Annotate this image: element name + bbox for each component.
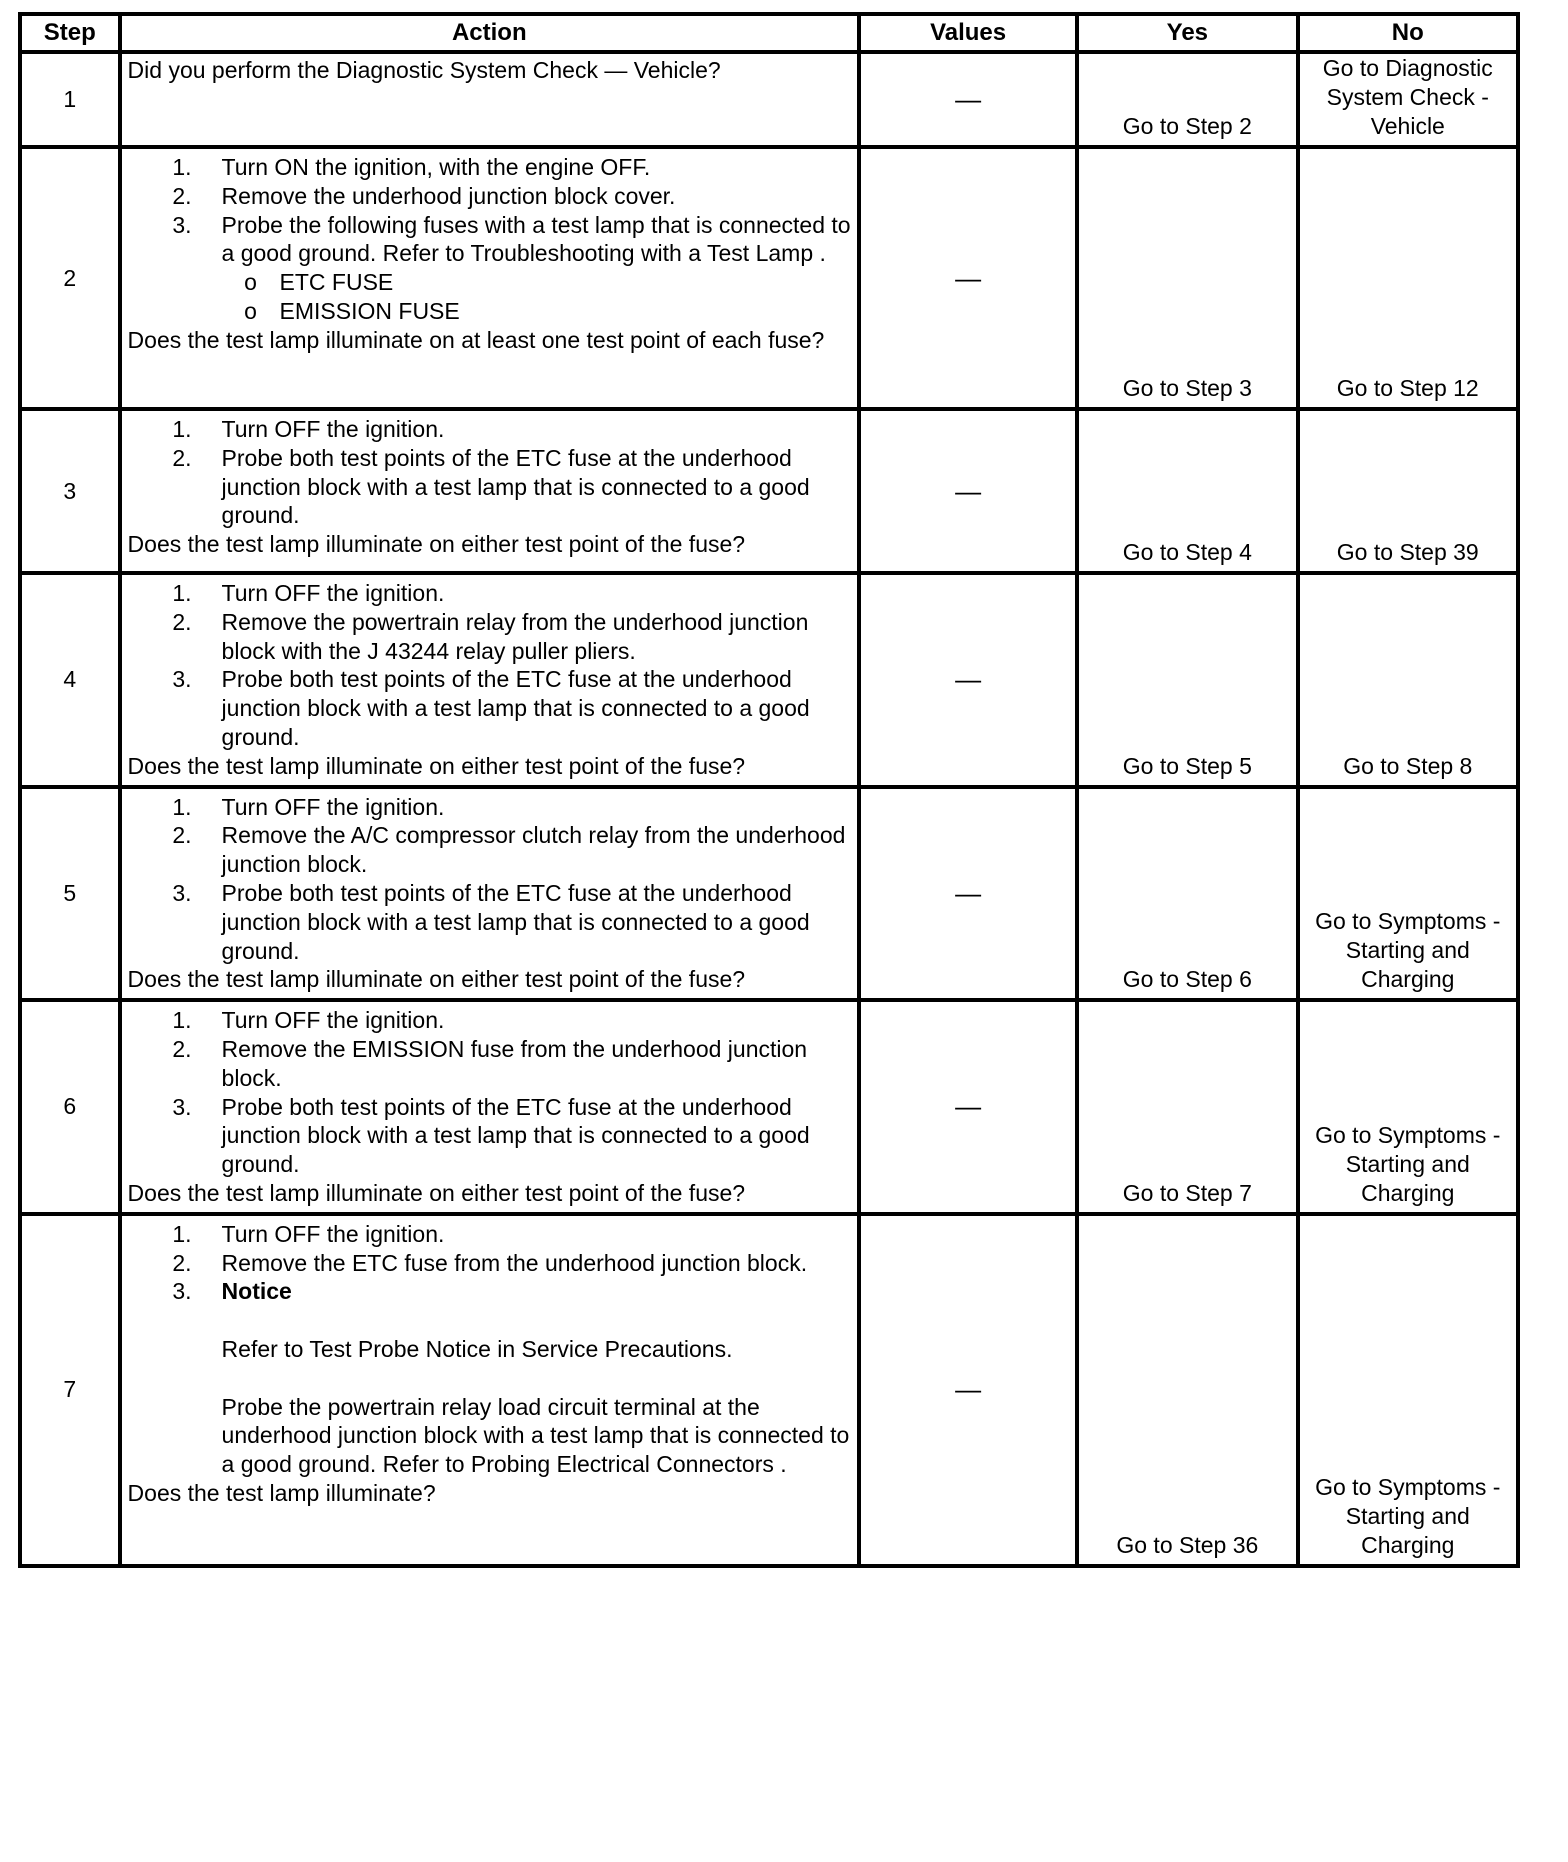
yes-cell: Go to Step 3 [1077, 147, 1297, 409]
fuse-list [222, 268, 852, 326]
action-question: Does the test lamp illuminate on either test point of the fuse? [127, 752, 746, 779]
header-action: Action [120, 14, 860, 52]
action-step: 3. Probe both test points of the ETC fuse at the underhood junction block with a test lamp that is connected to a good ground. [172, 879, 810, 964]
table-row [20, 1000, 1518, 1214]
table-row [20, 573, 1518, 787]
notice-action: Probe the powertrain relay load circuit terminal at the underhood junction block with a test lamp that is connected to a good ground. Refer to Probing Electrical Connectors . [221, 1393, 850, 1478]
values-cell: — [859, 409, 1077, 573]
yes-cell: Go to Step 36 [1077, 1214, 1297, 1566]
action-step: 3. Notice Refer to Test Probe Notice in Service Precautions. Probe the powertrain relay load circuit terminal at the underhood junction block with a test lamp that is connected to a good ground. Refer to Probing Electrical Connectors . [172, 1278, 850, 1478]
action-step: 2. Remove the underhood junction block cover. [172, 182, 676, 209]
action-step: 2. Remove the A/C compressor clutch relay from the underhood junction block. [172, 822, 846, 878]
step-number: 6 [20, 1000, 120, 1214]
action-steps [128, 1220, 852, 1479]
values-cell: — [859, 1000, 1077, 1214]
action-step: 2. Remove the EMISSION fuse from the underhood junction block. [172, 1035, 808, 1091]
table-row [20, 147, 1518, 409]
no-cell: Go to Symptoms - Starting and Charging [1298, 1214, 1518, 1566]
header-step: Step [20, 14, 120, 52]
header-no: No [1298, 14, 1518, 52]
action-step: 1. Turn OFF the ignition. [172, 416, 445, 442]
action-question: Does the test lamp illuminate on either test point of the fuse? [127, 531, 746, 558]
action-steps [128, 579, 852, 752]
yes-cell: Go to Step 2 [1077, 52, 1297, 147]
action-steps [128, 415, 852, 530]
no-cell: Go to Step 12 [1298, 147, 1518, 409]
values-cell: — [859, 573, 1077, 787]
action-step: 1. Turn OFF the ignition. [172, 1007, 445, 1034]
yes-cell: Go to Step 6 [1077, 787, 1297, 1001]
action-step: 2. Probe both test points of the ETC fuse at the underhood junction block with a test lamp that is connected to a good ground. [172, 444, 810, 529]
no-cell: Go to Diagnostic System Check - Vehicle [1298, 52, 1518, 147]
notice-label: Notice [221, 1278, 292, 1305]
action-cell [120, 573, 860, 787]
action-step: 1. Turn ON the ignition, with the engine OFF. [172, 154, 651, 180]
header-row [20, 14, 1518, 52]
table-row [20, 1214, 1518, 1566]
action-steps [128, 793, 852, 966]
action-steps [128, 1006, 852, 1179]
values-cell: — [859, 787, 1077, 1001]
action-step: 2. Remove the ETC fuse from the underhood junction block. [172, 1249, 808, 1276]
bullet-icon: o [244, 269, 257, 296]
fuse-item: o EMISSION FUSE [222, 297, 852, 326]
no-cell: Go to Step 39 [1298, 409, 1518, 573]
action-cell [120, 1214, 860, 1566]
bullet-icon: o [244, 297, 257, 324]
yes-cell: Go to Step 7 [1077, 1000, 1297, 1214]
yes-cell: Go to Step 4 [1077, 409, 1297, 573]
yes-cell: Go to Step 5 [1077, 573, 1297, 787]
action-step: 2. Remove the powertrain relay from the underhood junction block with the J 43244 relay puller pliers. [172, 608, 809, 664]
no-cell: Go to Symptoms - Starting and Charging [1298, 1000, 1518, 1214]
action-step: 3. Probe the following fuses with a test lamp that is connected to a good ground. Refer to Troubleshooting with a Test Lamp . o ETC FUSE o EMISSION FUSE [172, 211, 851, 324]
action-question: Did you perform the Diagnostic System Check — Vehicle? [127, 57, 721, 83]
table-row [20, 787, 1518, 1001]
table-row [20, 52, 1518, 147]
action-question: Does the test lamp illuminate on at least one test point of each fuse? [127, 326, 825, 353]
action-cell [120, 147, 860, 409]
values-cell: — [859, 147, 1077, 409]
table-row [20, 409, 1518, 573]
step-number: 4 [20, 573, 120, 787]
step-number: 7 [20, 1214, 120, 1566]
action-cell [120, 52, 860, 147]
no-cell: Go to Step 8 [1298, 573, 1518, 787]
action-step: 1. Turn OFF the ignition. [172, 793, 445, 820]
step-number: 1 [20, 52, 120, 147]
header-values: Values [859, 14, 1077, 52]
action-question: Does the test lamp illuminate on either test point of the fuse? [127, 966, 746, 993]
notice-text: Refer to Test Probe Notice in Service Precautions. [221, 1335, 733, 1362]
action-steps [128, 153, 852, 326]
action-cell [120, 409, 860, 573]
action-cell [120, 787, 860, 1001]
action-step: 1. Turn OFF the ignition. [172, 580, 445, 606]
fuse-item: o ETC FUSE [222, 268, 852, 297]
action-step: 3. Probe both test points of the ETC fuse at the underhood junction block with a test lamp that is connected to a good ground. [172, 1093, 810, 1178]
step-number: 5 [20, 787, 120, 1001]
action-step: 1. Turn OFF the ignition. [172, 1220, 445, 1247]
diagnostic-table [18, 12, 1520, 1568]
action-cell [120, 1000, 860, 1214]
action-question: Does the test lamp illuminate on either test point of the fuse? [127, 1179, 746, 1206]
step-number: 2 [20, 147, 120, 409]
values-cell: — [859, 52, 1077, 147]
step-number: 3 [20, 409, 120, 573]
action-question: Does the test lamp illuminate? [127, 1479, 436, 1506]
header-yes: Yes [1077, 14, 1297, 52]
values-cell: — [859, 1214, 1077, 1566]
no-cell: Go to Symptoms - Starting and Charging [1298, 787, 1518, 1001]
action-step: 3. Probe both test points of the ETC fuse at the underhood junction block with a test lamp that is connected to a good ground. [172, 666, 810, 750]
